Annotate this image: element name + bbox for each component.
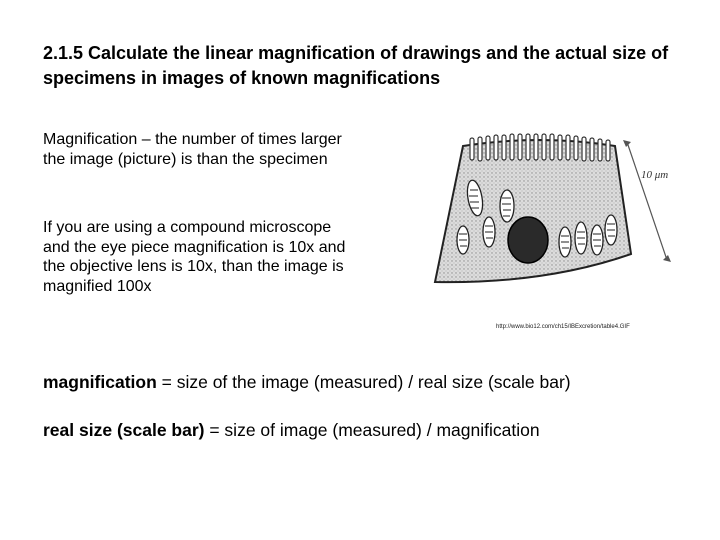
formula-term: real size (scale bar) — [43, 420, 205, 440]
epithelial-cell-drawing — [415, 132, 687, 302]
formula-definition: = size of image (measured) / magnification — [204, 420, 540, 440]
formula-term: magnification — [43, 372, 157, 392]
cell-illustration — [415, 132, 687, 302]
slide-title: 2.1.5 Calculate the linear magnification of drawings and the actual size of specimens in images of known magnifications — [43, 43, 669, 88]
real-size-formula — [43, 420, 540, 441]
scale-label: 10 μm — [641, 169, 669, 181]
image-source-url: http://www.bio12.com/ch15/IBExcretion/table4.GIF — [496, 324, 630, 330]
microscope-paragraph: If you are using a compound microscope and the eye piece magnification is 10x and the objective lens is 10x, than the image is magnified 100x — [43, 219, 346, 295]
definition-paragraph: Magnification – the number of times larger the image (picture) is than the specimen — [43, 131, 342, 168]
magnification-formula — [43, 372, 571, 393]
formula-definition: = size of the image (measured) / real size (scale bar) — [156, 372, 571, 392]
